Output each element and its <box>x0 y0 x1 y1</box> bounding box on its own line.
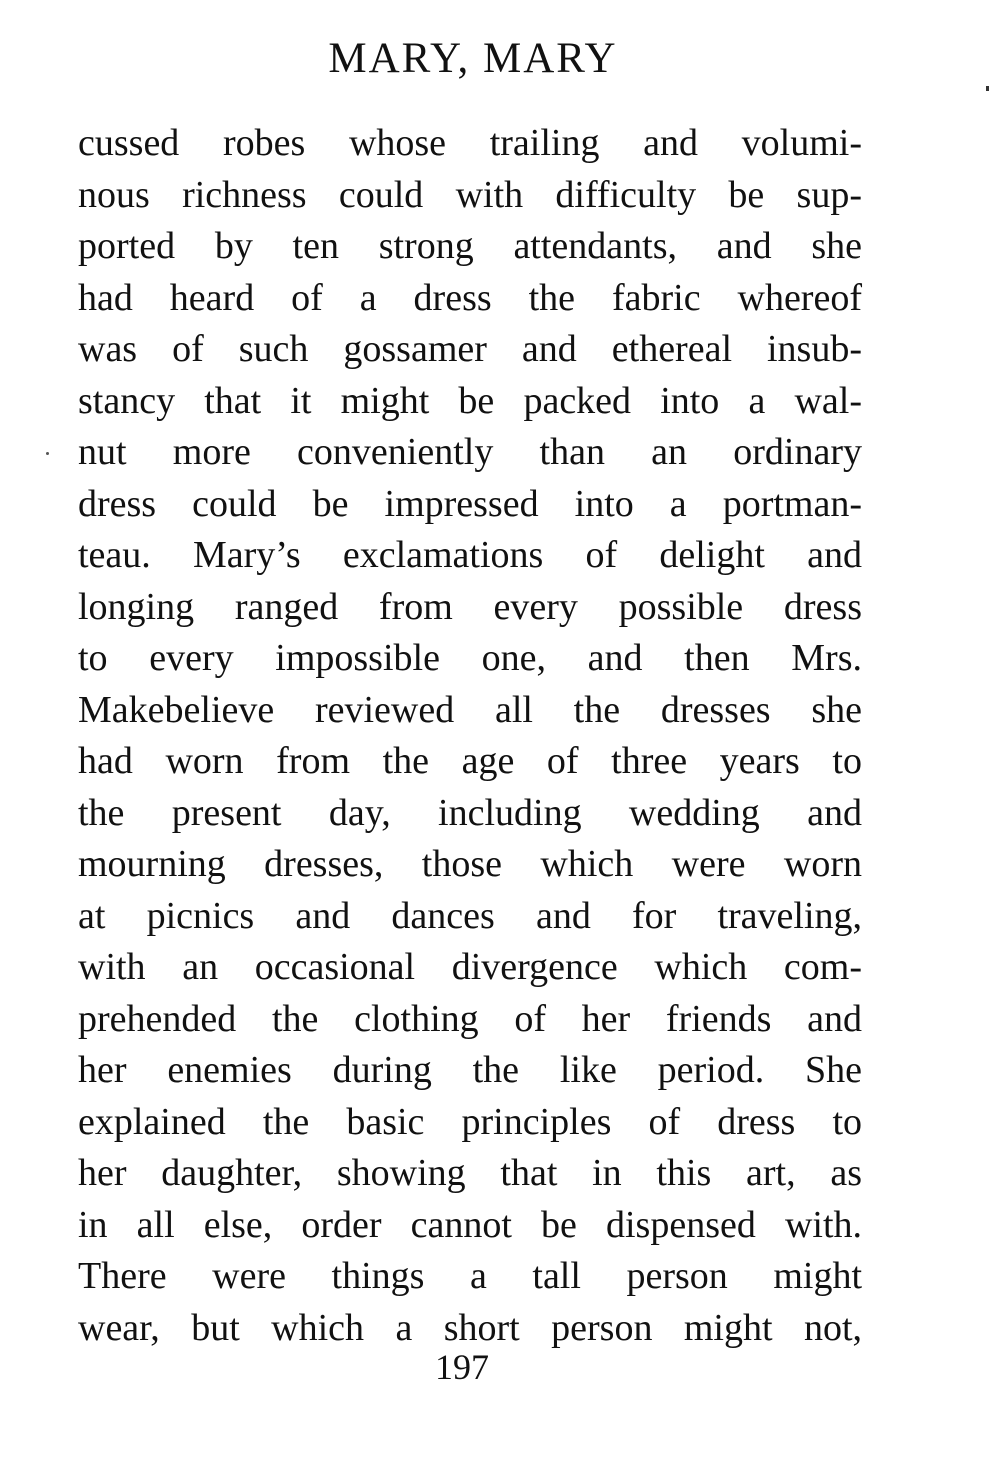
text-line: the present day, including wedding and <box>78 791 862 834</box>
text-line: was of such gossamer and ethereal insub- <box>78 328 862 370</box>
text-line: stancy that it might be packed into a wal- <box>78 379 862 422</box>
text-line: Makebelieve reviewed all the dresses she <box>78 688 862 731</box>
page-number: 197 <box>435 1347 489 1387</box>
text-line: in all else, order cannot be dispensed with. <box>78 1203 862 1246</box>
body-text <box>78 118 862 1354</box>
text-line: at picnics and dances and for traveling, <box>78 894 862 937</box>
text-line: nut more conveniently than an ordinary <box>78 431 862 473</box>
text-line: wear, but which a short person might not, <box>78 1306 862 1349</box>
text-line: had heard of a dress the fabric whereof <box>78 276 862 319</box>
print-speck <box>46 452 49 455</box>
text-line: longing ranged from every possible dress <box>78 585 862 628</box>
text-line: dress could be impressed into a portman- <box>78 482 862 525</box>
text-line: to every impossible one, and then Mrs. <box>78 637 862 679</box>
text-line: had worn from the age of three years to <box>78 740 862 782</box>
text-line: her enemies during the like period. She <box>78 1049 862 1091</box>
text-line: cussed robes whose trailing and volumi- <box>78 122 862 164</box>
text-line: There were things a tall person might <box>78 1255 862 1297</box>
text-line: nous richness could with difficulty be sup- <box>78 173 862 216</box>
running-head: MARY, MARY <box>328 35 618 82</box>
text-line: teau. Mary’s exclamations of delight and <box>78 534 862 576</box>
text-line: mourning dresses, those which were worn <box>78 843 862 885</box>
text-line: with an occasional divergence which com- <box>78 946 862 988</box>
text-line: explained the basic principles of dress to <box>78 1100 862 1143</box>
text-line: her daughter, showing that in this art, as <box>78 1152 862 1194</box>
text-line: ported by ten strong attendants, and she <box>78 225 862 267</box>
text-line: prehended the clothing of her friends and <box>78 997 862 1040</box>
print-speck <box>986 86 989 91</box>
